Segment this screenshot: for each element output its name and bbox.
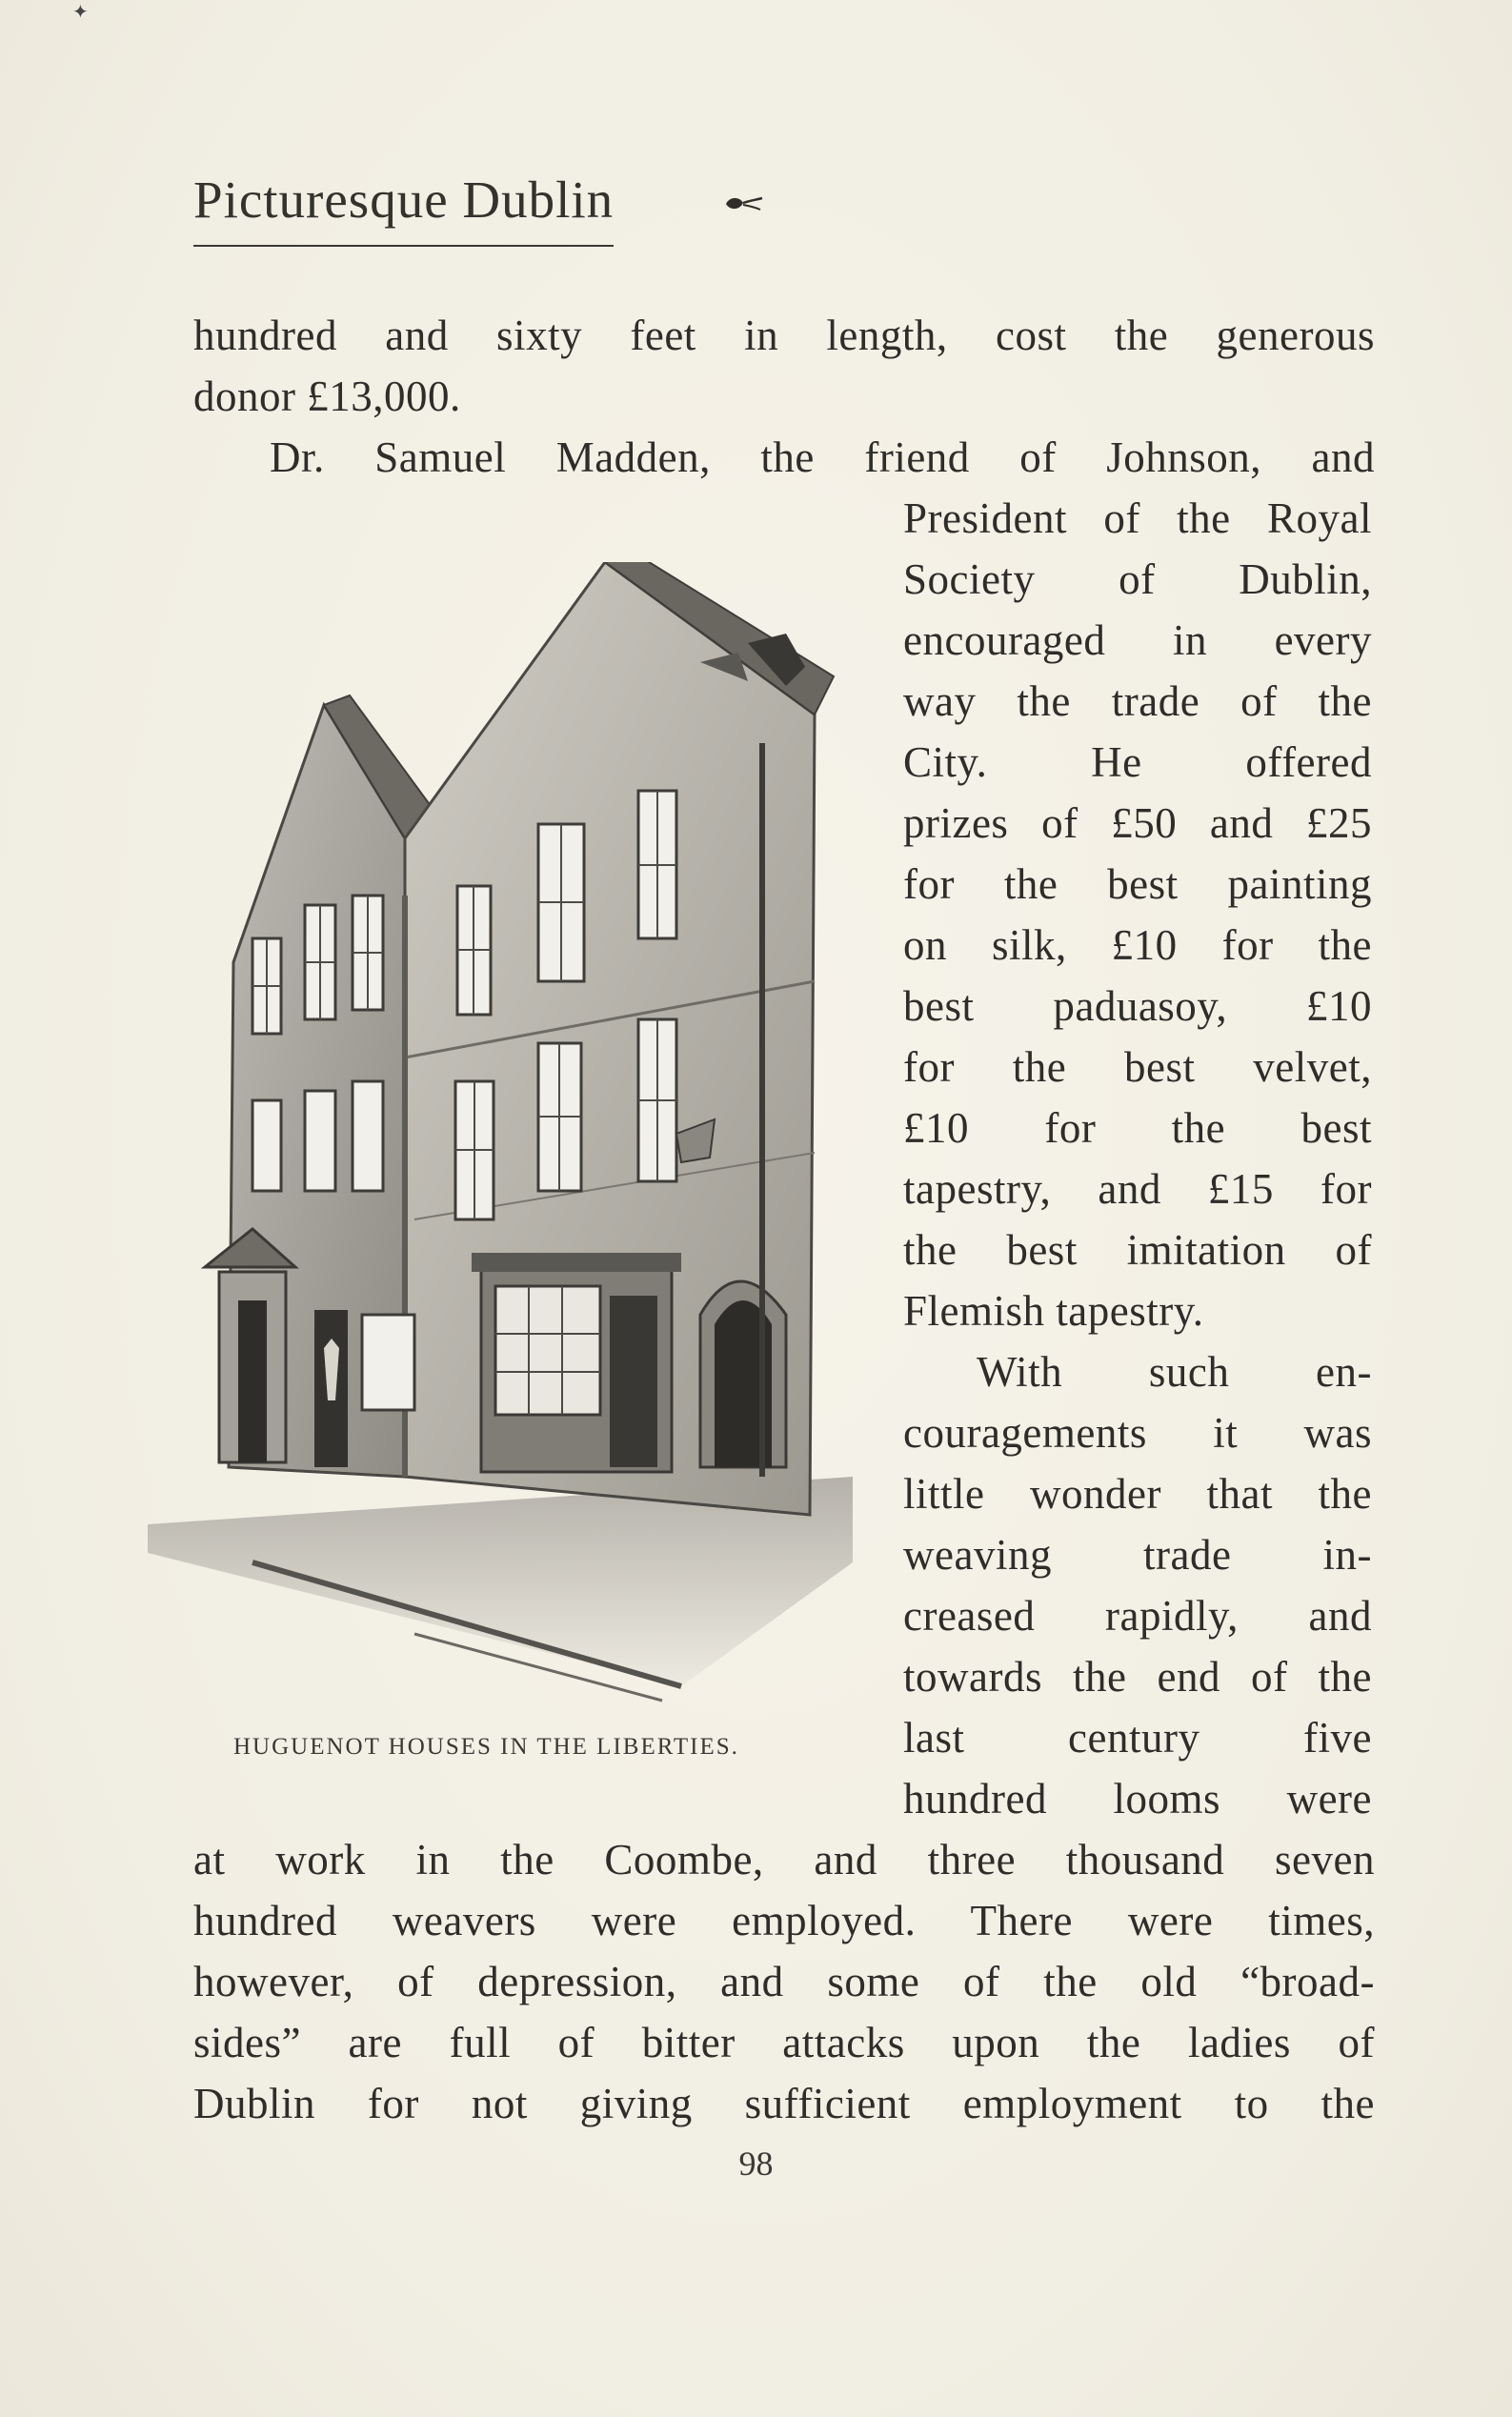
- column-line: on silk, £10 for the: [903, 921, 1372, 969]
- text-line: sides” are full of bitter attacks upon the ladies of: [193, 2019, 1375, 2066]
- text-line: however, of depression, and some of the old “broad-: [193, 1958, 1375, 2005]
- column-line: £10 for the best: [903, 1104, 1372, 1152]
- column-line: tapestry, and £15 for: [903, 1165, 1372, 1213]
- column-line: best paduasoy, £10: [903, 982, 1372, 1030]
- column-line: the best imitation of: [903, 1226, 1372, 1274]
- text-line: donor £13,000.: [193, 373, 461, 420]
- text-line: Dublin for not giving sufficient employment to the: [193, 2080, 1375, 2127]
- huguenot-houses-illustration: [129, 562, 872, 1720]
- column-line: towards the end of the: [903, 1653, 1372, 1701]
- fleuron-ornament-icon: [722, 193, 766, 214]
- text-line: Dr. Samuel Madden, the friend of Johnson, and: [270, 433, 1375, 481]
- column-line: for the best painting: [903, 860, 1372, 908]
- column-line: hundred looms were: [903, 1775, 1372, 1823]
- column-line: Society of Dublin,: [903, 555, 1372, 603]
- column-line: for the best velvet,: [903, 1043, 1372, 1091]
- column-line: little wonder that the: [903, 1470, 1372, 1518]
- column-line: Flemish tapestry.: [903, 1287, 1204, 1335]
- column-line: creased rapidly, and: [903, 1592, 1372, 1640]
- column-line: prizes of £50 and £25: [903, 799, 1372, 847]
- text-line: hundred and sixty feet in length, cost the generous: [193, 312, 1375, 359]
- column-line: encouraged in every: [903, 616, 1372, 664]
- text-line: at work in the Coombe, and three thousand seven: [193, 1836, 1375, 1883]
- column-line: couragements it was: [903, 1409, 1372, 1457]
- column-line: President of the Royal: [903, 494, 1372, 542]
- illustration-caption: HUGUENOT HOUSES IN THE LIBERTIES.: [233, 1734, 739, 1760]
- running-head-title: Picturesque Dublin: [193, 170, 614, 247]
- text-line: hundred weavers were employed. There were times,: [193, 1897, 1375, 1944]
- page-number: 98: [738, 2145, 774, 2183]
- corner-mark: ✦: [72, 2, 89, 23]
- running-head: [193, 170, 614, 255]
- column-line: With such en-: [977, 1348, 1372, 1396]
- column-line: weaving trade in-: [903, 1531, 1372, 1579]
- column-line: way the trade of the: [903, 677, 1372, 725]
- column-line: City. He offered: [903, 738, 1372, 786]
- column-line: last century five: [903, 1714, 1372, 1762]
